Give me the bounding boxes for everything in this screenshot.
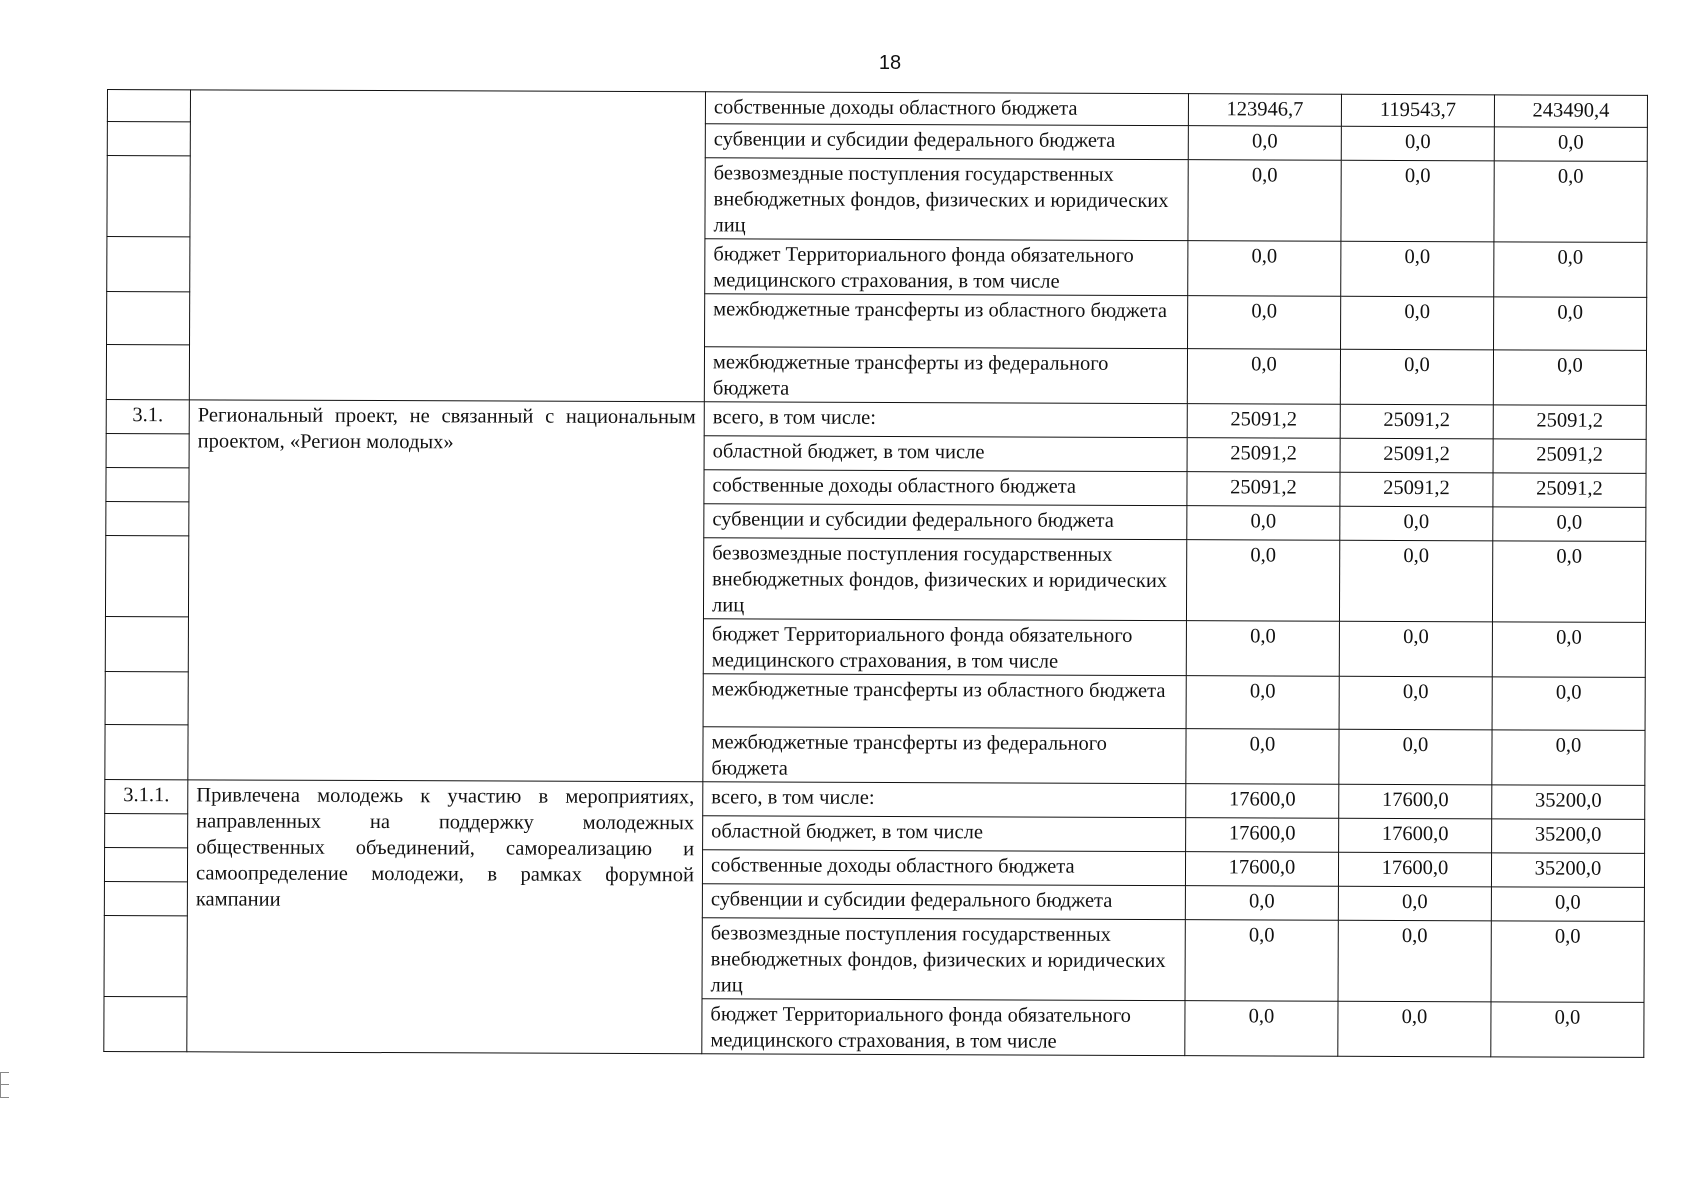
- item-number-cell: [106, 501, 189, 535]
- funding-source: собственные доходы областного бюджета: [702, 850, 1185, 886]
- funding-source: бюджет Территориального фонда обязательного медицинского страхования, в том числе: [702, 999, 1185, 1056]
- value-cell: 25091,2: [1340, 404, 1493, 439]
- budget-table-sheet: [103, 89, 1648, 1058]
- item-number-cell: [104, 881, 187, 915]
- funding-source: межбюджетные трансферты из областного бюджета: [705, 294, 1188, 349]
- value-cell: 0,0: [1185, 1001, 1338, 1057]
- page-number: 18: [878, 52, 902, 74]
- value-cell: 17600,0: [1185, 852, 1338, 887]
- value-cell: 25091,2: [1493, 439, 1646, 474]
- value-cell: 0,0: [1185, 920, 1338, 1002]
- item-name-cell: Привлечена молодежь к участию в мероприятиях, направленных на поддержку молодежных общественных объединений, самореализацию и самоопределение молодежи, в рамках форумной кампании: [187, 780, 703, 1054]
- value-cell: 0,0: [1187, 506, 1340, 541]
- value-cell: 0,0: [1340, 506, 1493, 541]
- value-cell: 0,0: [1188, 241, 1341, 297]
- value-cell: 17600,0: [1186, 818, 1339, 853]
- value-cell: 0,0: [1494, 127, 1647, 162]
- table-row: [106, 399, 1646, 439]
- value-cell: 0,0: [1493, 507, 1646, 542]
- item-name-cell: [189, 90, 705, 402]
- value-cell: 0,0: [1494, 161, 1647, 243]
- value-cell: 25091,2: [1493, 405, 1646, 440]
- value-cell: 0,0: [1341, 160, 1494, 242]
- item-number-cell: [105, 616, 188, 671]
- item-number-cell: [107, 292, 190, 345]
- value-cell: 35200,0: [1491, 853, 1644, 888]
- value-cell: 17600,0: [1338, 852, 1491, 887]
- value-cell: 0,0: [1188, 126, 1341, 161]
- value-cell: 17600,0: [1339, 818, 1492, 853]
- value-cell: 0,0: [1491, 887, 1644, 922]
- value-cell: 0,0: [1494, 242, 1647, 298]
- value-cell: 243490,4: [1494, 95, 1647, 128]
- value-cell: 0,0: [1341, 126, 1494, 161]
- funding-source: субвенции и субсидии федерального бюджета: [704, 504, 1187, 540]
- value-cell: 0,0: [1492, 730, 1645, 786]
- funding-source: межбюджетные трансферты из федерального бюджета: [704, 347, 1187, 404]
- value-cell: 0,0: [1493, 350, 1646, 406]
- table-row: [107, 90, 1647, 128]
- value-cell: 0,0: [1187, 349, 1340, 405]
- value-cell: 0,0: [1186, 676, 1339, 730]
- item-number-cell: [104, 996, 187, 1051]
- item-number-cell: [106, 433, 189, 467]
- funding-source: межбюджетные трансферты из областного бюджета: [703, 674, 1186, 729]
- item-number-cell: [106, 467, 189, 501]
- table-row: [105, 779, 1645, 819]
- value-cell: 25091,2: [1187, 472, 1340, 507]
- item-number-cell: [107, 237, 190, 292]
- funding-source: собственные доходы областного бюджета: [704, 470, 1187, 506]
- value-cell: 35200,0: [1492, 785, 1645, 820]
- value-cell: 35200,0: [1492, 819, 1645, 854]
- value-cell: 0,0: [1339, 540, 1492, 622]
- value-cell: 0,0: [1186, 621, 1339, 677]
- value-cell: 0,0: [1492, 677, 1645, 731]
- value-cell: 123946,7: [1188, 94, 1341, 127]
- funding-source: бюджет Территориального фонда обязательного медицинского страхования, в том числе: [705, 239, 1188, 296]
- funding-source: бюджет Территориального фонда обязательного медицинского страхования, в том числе: [703, 619, 1186, 676]
- value-cell: 25091,2: [1340, 472, 1493, 507]
- value-cell: 0,0: [1491, 921, 1644, 1003]
- value-cell: 0,0: [1338, 920, 1491, 1002]
- item-number-cell: [106, 345, 189, 400]
- value-cell: 0,0: [1338, 886, 1491, 921]
- funding-source: безвозмездные поступления государственных внебюджетных фондов, физических и юридических лиц: [703, 538, 1186, 621]
- funding-source: всего, в том числе:: [703, 782, 1186, 818]
- value-cell: 0,0: [1494, 297, 1647, 351]
- item-number-cell: 3.1.1.: [105, 779, 188, 813]
- item-number-cell: [105, 535, 188, 616]
- value-cell: 0,0: [1338, 1001, 1491, 1057]
- item-number-cell: [105, 813, 188, 847]
- item-number-cell: [107, 122, 190, 156]
- value-cell: 119543,7: [1341, 94, 1494, 127]
- value-cell: 25091,2: [1493, 473, 1646, 508]
- item-number-cell: [105, 724, 188, 779]
- value-cell: 0,0: [1339, 729, 1492, 785]
- value-cell: 0,0: [1492, 622, 1645, 678]
- value-cell: 0,0: [1186, 729, 1339, 785]
- value-cell: 0,0: [1491, 1002, 1644, 1058]
- value-cell: 17600,0: [1186, 784, 1339, 819]
- item-number-cell: [105, 671, 188, 724]
- item-name-cell: Региональный проект, не связанный с национальным проектом, «Регион молодых»: [188, 400, 704, 782]
- budget-table: [103, 89, 1648, 1058]
- item-number-cell: 3.1.: [106, 399, 189, 433]
- funding-source: безвозмездные поступления государственных внебюджетных фондов, физических и юридических лиц: [705, 158, 1188, 241]
- value-cell: 25091,2: [1187, 438, 1340, 473]
- value-cell: 0,0: [1339, 676, 1492, 730]
- value-cell: 17600,0: [1339, 784, 1492, 819]
- funding-source: межбюджетные трансферты из федерального бюджета: [703, 727, 1186, 784]
- value-cell: 0,0: [1492, 541, 1645, 623]
- value-cell: 0,0: [1340, 349, 1493, 405]
- funding-source: всего, в том числе:: [704, 402, 1187, 438]
- item-number-cell: [104, 915, 187, 996]
- value-cell: 0,0: [1188, 160, 1341, 242]
- value-cell: 0,0: [1339, 621, 1492, 677]
- value-cell: 0,0: [1188, 296, 1341, 350]
- item-number-cell: [107, 156, 190, 237]
- value-cell: 25091,2: [1340, 438, 1493, 473]
- funding-source: субвенции и субсидии федерального бюджета: [702, 884, 1185, 920]
- funding-source: субвенции и субсидии федерального бюджета: [705, 124, 1188, 160]
- item-number-cell: [107, 90, 190, 122]
- value-cell: 0,0: [1185, 886, 1338, 921]
- funding-source: собственные доходы областного бюджета: [705, 92, 1188, 126]
- funding-source: областной бюджет, в том числе: [703, 816, 1186, 852]
- funding-source: областной бюджет, в том числе: [704, 436, 1187, 472]
- value-cell: 0,0: [1341, 296, 1494, 350]
- funding-source: безвозмездные поступления государственных внебюджетных фондов, физических и юридических лиц: [702, 918, 1185, 1001]
- item-number-cell: [104, 847, 187, 881]
- value-cell: 0,0: [1186, 540, 1339, 622]
- value-cell: 25091,2: [1187, 404, 1340, 439]
- value-cell: 0,0: [1341, 241, 1494, 297]
- binding-edge-mark: [0, 1072, 9, 1098]
